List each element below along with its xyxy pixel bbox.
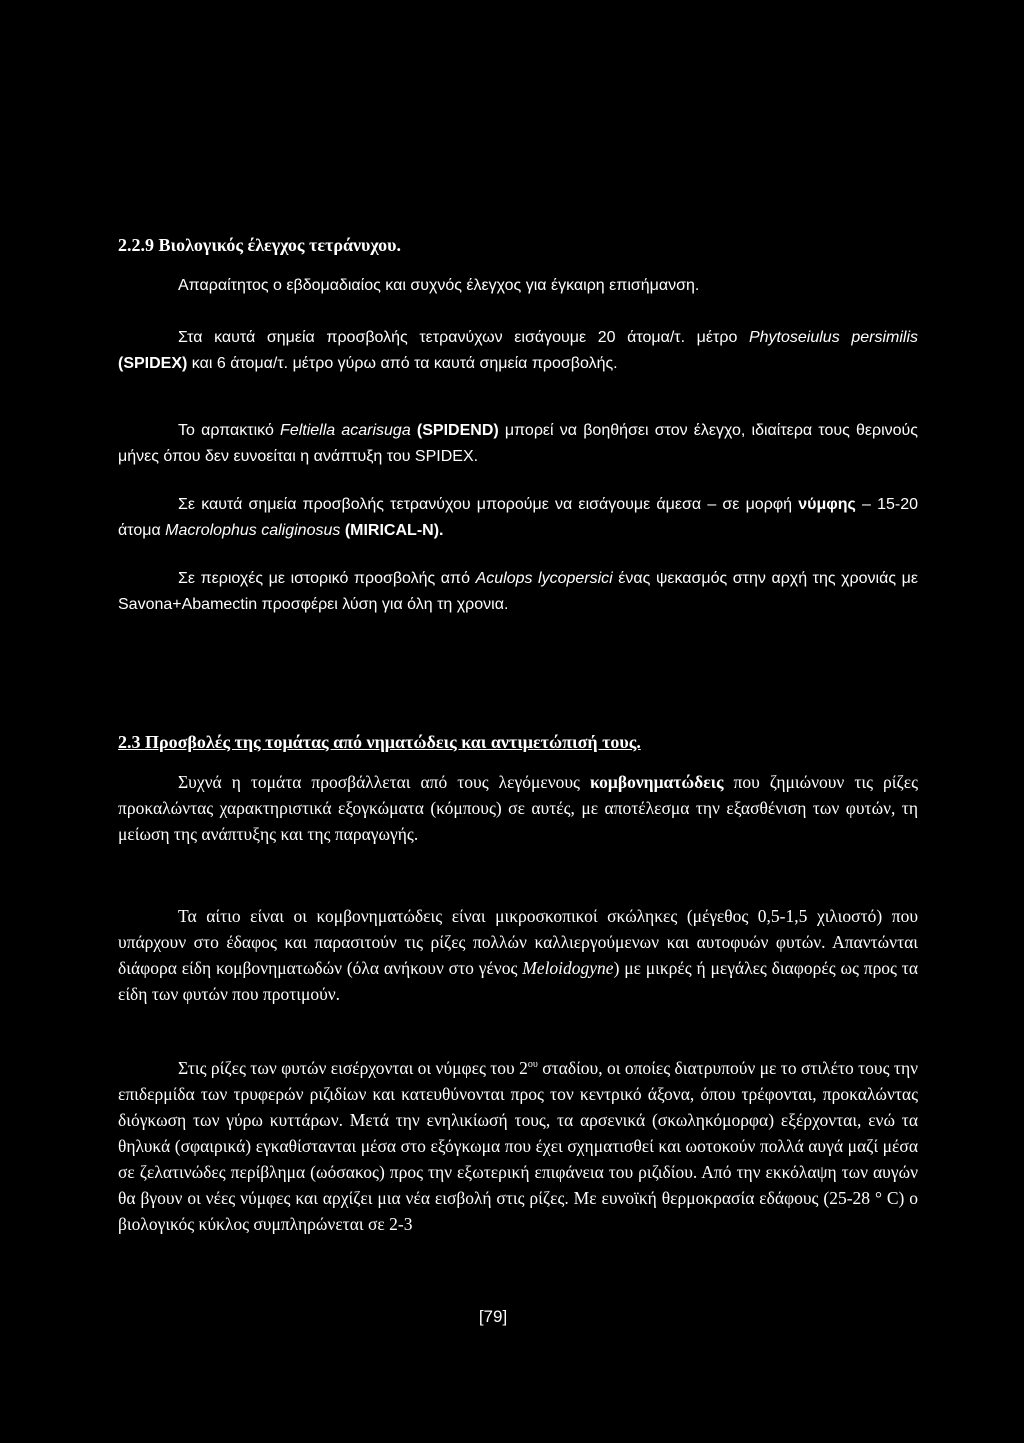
paragraph-root-knot-intro: Συχνά η τομάτα προσβάλλεται από τους λεγόμενους κομβονηματώδεις που ζημιώνουν τις ρίζες προκαλώντας χαρακτηριστικά εξογκώματα (κόμπους) σε αυτές, με αποτέλεσμα την εξασθένιση των φυτών, τη μείωση της ανάπτυξης και της παραγωγής. xyxy=(118,772,919,844)
paragraph-spidex: Στα καυτά σημεία προσβολής τετρανύχων εισάγουμε 20 άτομα/τ. μέτρο Phytoseiulus persimilis (SPIDEX) και 6 άτομα/τ. μέτρο γύρω από τα καυτά σημεία προσβολής. xyxy=(118,329,918,372)
species-phytoseiulus: Phytoseiulus persimilis xyxy=(748,329,918,346)
species-macrolophus: Macrolophus caliginosus xyxy=(165,522,341,539)
paragraph-aculops: Σε περιοχές με ιστορικό προσβολής από Aculops lycopersici ένας ψεκασμός στην αρχή της χρονιάς με Savona+Abamectin προσφέρει λύση για όλη τη χρονια. xyxy=(118,570,918,613)
section-heading-2-2-9: 2.2.9 Βιολογικός έλεγχος τετράνυχου. xyxy=(118,235,402,255)
product-spidend: (SPIDEND) xyxy=(416,422,499,439)
paragraph-mirical: Σε καυτά σημεία προσβολής τετρανύχου μπορούμε να εισάγουμε άμεσα – σε μορφή νύμφης – 15-20 άτομα Macrolophus caliginosus (MIRICAL-N). xyxy=(118,496,919,539)
species-aculops: Aculops lycopersici xyxy=(475,570,613,587)
term-nymph: νύμφης xyxy=(798,496,856,513)
page-number: [79] xyxy=(478,1307,508,1326)
section-heading-2-3: 2.3 Προσβολές της τομάτας από νηματώδεις και αντιμετώπισή τους. xyxy=(118,732,641,752)
genus-meloidogyne: Meloidogyne xyxy=(522,958,614,978)
species-feltiella: Feltiella acarisuga xyxy=(280,422,411,439)
term-root-knot-nematodes: κομβονηματώδεις xyxy=(589,772,724,792)
product-spidex: (SPIDEX) xyxy=(118,355,188,372)
paragraph-weekly-check: Απαραίτητος ο εβδομαδιαίος και συχνός έλεγχος για έγκαιρη επισήμανση. xyxy=(178,277,700,294)
paragraph-life-cycle: Στις ρίζες των φυτών εισέρχονται οι νύμφες του $2^{o\upsilon}$ σταδίου, οι οποίες διατρυπούν με το στιλέτο τους την επιδερμίδα των τρυφερών ριζιδίων και κατευθύνονται προς τον κεντρικό άξονα, όπου τρέφονται, προκαλώντας διόγκωση των γύρω κυττάρων. Μετά την ενηλικίωσή τους, τα αρσενικά (σκωληκόμορφα) εξέρχονται, ενώ τα θηλυκά (σφαιρικά) εγκαθίστανται μέσα στο εξόγκωμα που έχει σχηματισθεί και ωοτοκούν πολλά αυγά μαζί μέσα σε ζελατινώδες περίβλημα (ωόσακος) προς την εξωτερική επιφάνεια του ριζιδίου. Από την εκκόλαψη των αυγών θα βγουν οι νέες νύμφες και αρχίζει μια νέα εισβολή στις ρίζες. Με ευνοϊκή θερμοκρασία εδάφους (25-28 ° C) ο βιολογικός κύκλος συμπληρώνεται σε 2-3 xyxy=(118,1058,919,1234)
product-mirical: (MIRICAL-N). xyxy=(344,522,444,539)
paragraph-cause: Τα αίτιο είναι οι κομβονηματώδεις είναι μικροσκοπικοί σκώληκες (μέγεθος 0,5-1,5 χιλιοστό) που υπάρχουν στο έδαφος και παρασιτούν τις ρίζες πολλών καλλιεργούμενων και αυτοφυών φυτών. Απαντώνται διάφορα είδη κομβονηματωδών (όλα ανήκουν στο γένος Meloidogyne) με μικρές ή μεγάλες διαφορές ως προς τα είδη των φυτών που προτιμούν. xyxy=(118,906,918,1004)
paragraph-spidend: Το αρπακτικό Feltiella acarisuga (SPIDEND) μπορεί να βοηθήσει στον έλεγχο, ιδιαίτερα τους θερινούς μήνες όπου δεν ευνοείται η ανάπτυξη του SPIDEX. xyxy=(118,422,919,465)
ordinal-superscript: ου xyxy=(527,1059,538,1071)
